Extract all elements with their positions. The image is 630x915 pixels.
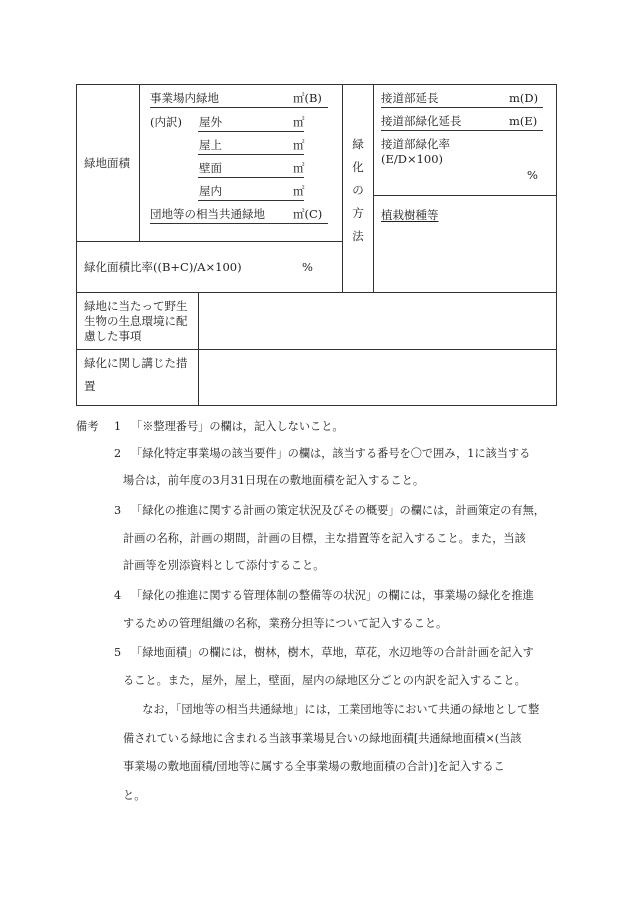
wildlife-label-line: 緑地に当たって野生: [84, 299, 188, 313]
table-divider: [76, 349, 557, 350]
table-border-top: [76, 84, 557, 85]
table-divider: [342, 84, 343, 293]
breakdown-label: (内訳): [150, 115, 182, 129]
note-line: 計画の名称，計画の期間，計画の目標，主な措置等を記入すること。また，当該: [123, 532, 526, 545]
wildlife-label-line: 生物の生息環境に配: [84, 314, 188, 328]
onsite-green-label: 事業場内緑地: [150, 91, 219, 105]
note-number: 2: [114, 447, 122, 460]
measures-label-line: 緑化に関し講じた措: [84, 356, 188, 370]
unit-c: ㎡(C): [293, 207, 323, 221]
unit-e: m(E): [509, 114, 538, 128]
unit-d: m(D): [509, 91, 539, 105]
table-divider: [139, 84, 140, 242]
table-divider: [373, 84, 374, 293]
shared-green-label: 団地等の相当共通緑地: [150, 207, 265, 221]
table-border-left: [76, 84, 77, 406]
percent-sign: %: [527, 168, 538, 182]
frontage-rate-formula: (E/D×100): [381, 152, 444, 166]
table-divider: [198, 292, 199, 405]
note-line: 計画等を別添資料として添付すること。: [123, 559, 325, 572]
percent-sign: %: [302, 260, 313, 274]
note-line: 「緑化の推進に関する管理体制の整備等の状況」の欄には，事業場の緑化を推進: [131, 589, 534, 602]
planted-species-label: 植栽樹種等: [381, 208, 439, 222]
method-char: 法: [352, 229, 364, 243]
frontage-length-label: 接道部延長: [381, 91, 439, 105]
note-line: 「緑化の推進に関する計画の策定状況及びその概要」の欄には，計画策定の有無，: [131, 504, 545, 517]
unit-m2: ㎡: [293, 138, 305, 152]
note-line: 「※整理番号」の欄は，記入しないこと。: [131, 420, 344, 433]
table-border-bottom: [76, 405, 557, 406]
table-divider: [76, 292, 557, 293]
indoor-label: 屋内: [199, 184, 222, 198]
note-line: 「緑地面積」の欄には，樹林，樹木，草地，草花，水辺地等の合計計画を記入す: [131, 646, 534, 659]
method-char: 化: [352, 160, 364, 174]
note-number: 4: [114, 589, 122, 602]
unit-b: ㎡(B): [293, 91, 322, 105]
wildlife-label-line: 慮した事項: [84, 329, 142, 343]
note-number: 3: [114, 504, 122, 517]
method-char: 方: [352, 206, 364, 220]
rooftop-label: 屋上: [199, 138, 222, 152]
table-divider: [373, 195, 556, 196]
note-line: 事業場の敷地面積/団地等に属する全事業場の敷地面積の合計)]を記入するこ: [123, 760, 505, 773]
note-number: 5: [114, 646, 122, 659]
table-divider: [76, 241, 342, 242]
table-border-right: [556, 84, 557, 406]
remarks-heading: 備考: [76, 420, 99, 433]
note-line: するための管理組織の名称，業務分担等について記入すること。: [123, 617, 448, 630]
green-ratio-label: 緑化面積比率((B+C)/A×100): [84, 260, 242, 274]
note-line: ること。また，屋外，屋上，壁面，屋内の緑地区分ごとの内訳を記入すること。: [123, 674, 526, 687]
green-area-label: 緑地面積: [84, 156, 130, 170]
unit-m2: ㎡: [293, 184, 305, 198]
frontage-green-length-label: 接道部緑化延長: [381, 114, 462, 128]
wall-label: 壁面: [199, 161, 222, 175]
note-line: 場合は，前年度の3月31日現在の敷地面積を記入すること。: [123, 474, 425, 487]
note-line: 備されている緑地に含まれる当該事業場見合いの緑地面積[共通緑地面積×(当該: [123, 732, 522, 745]
unit-m2: ㎡: [293, 115, 305, 129]
outdoor-label: 屋外: [199, 115, 222, 129]
note-number: 1: [114, 420, 122, 433]
frontage-rate-label: 接道部緑化率: [381, 137, 450, 151]
measures-label-line: 置: [84, 379, 96, 393]
unit-m2: ㎡: [293, 161, 305, 175]
note-line: と。: [123, 789, 146, 802]
note-line: なお，「団地等の相当共通緑地」には，工業団地等において共通の緑地として整: [131, 703, 540, 716]
method-char: の: [352, 183, 364, 197]
note-line: 「緑化特定事業場の該当要件」の欄は，該当する番号を〇で囲み，1に該当する: [131, 447, 531, 460]
method-char: 緑: [352, 137, 364, 151]
